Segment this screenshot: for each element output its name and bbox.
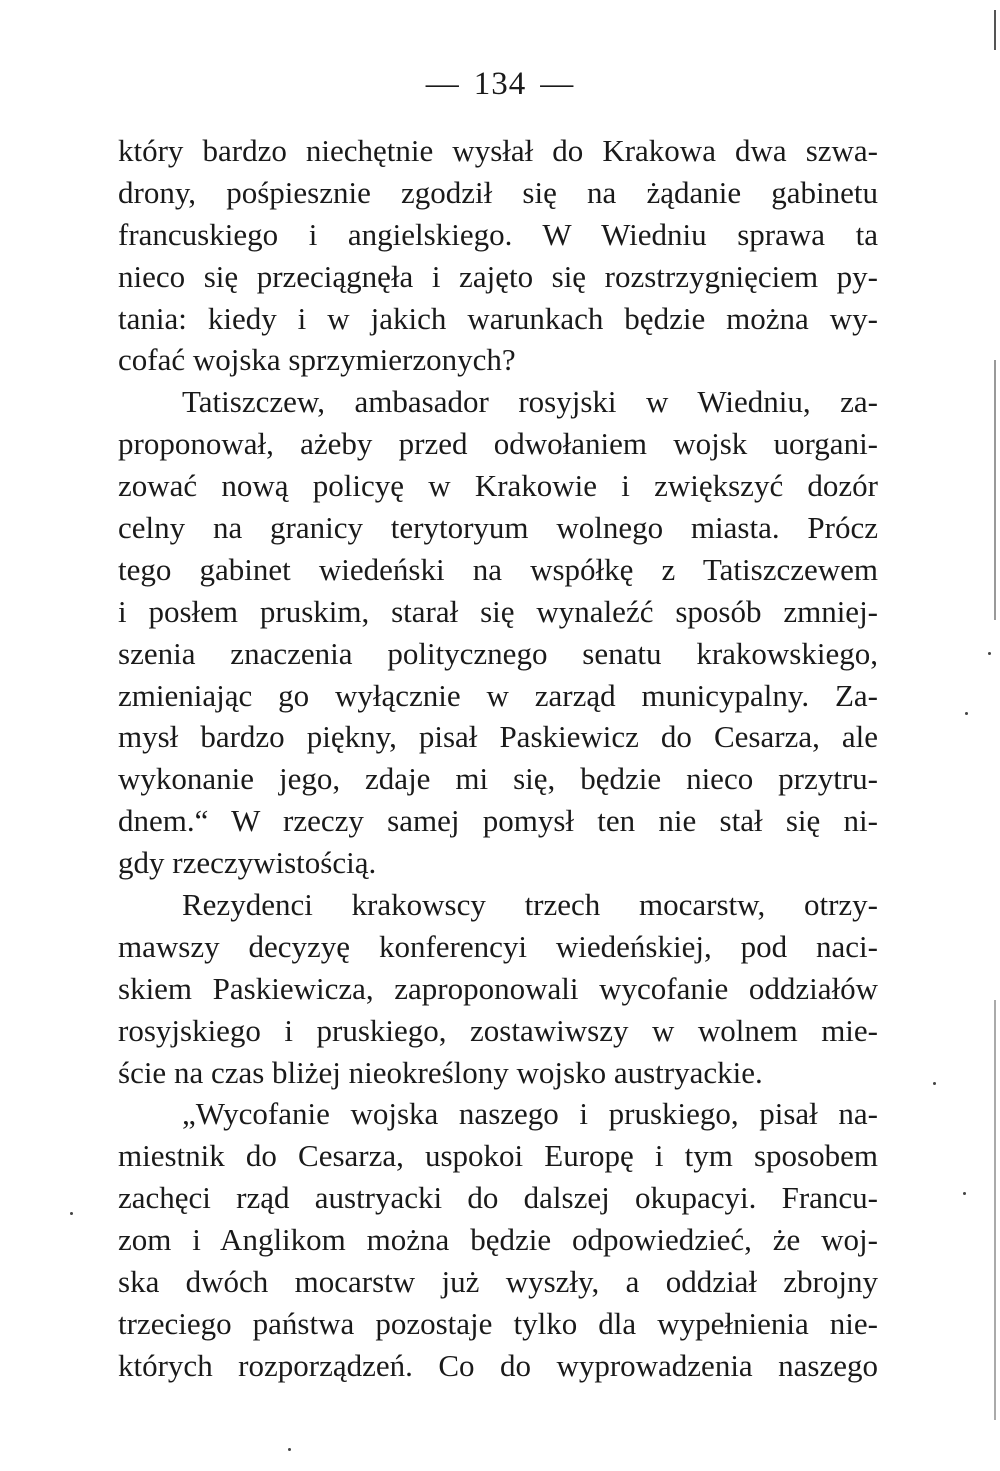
header-dash-right: — bbox=[540, 66, 575, 102]
text-line: zować nową policyę w Krakowie i zwiększyć dozór bbox=[118, 468, 878, 504]
text-line: wykonanie jego, zdaje mi się, będzie nieco przytru- bbox=[118, 761, 878, 797]
text-line: mysł bardzo piękny, pisał Paskiewicz do Cesarza, ale bbox=[118, 719, 878, 755]
text-line: i posłem pruskim, starał się wynaleźć sposób zmniej- bbox=[118, 593, 878, 629]
text-line: zom i Anglikom można będzie odpowiedzieć, że woj- bbox=[118, 1222, 878, 1258]
text-line: których rozporządzeń. Co do wyprowadzenia naszego bbox=[118, 1347, 878, 1383]
header-dash-left: — bbox=[425, 66, 460, 102]
scan-edge-mark bbox=[994, 10, 996, 50]
text-line: zmieniając go wyłącznie w zarząd municypalny. Za- bbox=[118, 677, 878, 713]
scan-edge-mark bbox=[994, 360, 996, 620]
text-line: ście na czas bliżej nieokreślony wojsko austryackie. bbox=[118, 1054, 763, 1090]
text-line: Tatiszczew, ambasador rosyjski w Wiedniu, za- bbox=[182, 384, 878, 420]
text-line: francuskiego i angielskiego. W Wiedniu sprawa ta bbox=[118, 216, 878, 252]
page-header bbox=[0, 66, 1000, 103]
text-line: gdy rzeczywistością. bbox=[118, 845, 377, 881]
text-line: szenia znaczenia politycznego senatu krakowskiego, bbox=[118, 635, 878, 671]
scan-speck bbox=[933, 1082, 936, 1085]
text-line: Rezydenci krakowscy trzech mocarstw, otrzy- bbox=[182, 887, 878, 923]
text-line: drony, pośpiesznie zgodził się na żądanie gabinetu bbox=[118, 174, 878, 210]
text-line: „Wycofanie wojska naszego i pruskiego, pisał na- bbox=[182, 1096, 878, 1132]
scan-speck bbox=[988, 652, 991, 655]
text-line: ska dwóch mocarstw już wyszły, a oddział zbrojny bbox=[118, 1264, 878, 1300]
text-line: zachęci rząd austryacki do dalszej okupacyi. Francu- bbox=[118, 1180, 878, 1216]
scan-edge-mark bbox=[994, 1000, 996, 1420]
scan-speck bbox=[70, 1212, 73, 1215]
text-line: dnem.“ W rzeczy samej pomysł ten nie stał się ni- bbox=[118, 803, 878, 839]
scan-speck bbox=[963, 1192, 966, 1195]
text-line: tego gabinet wiedeński na współkę z Tatiszczewem bbox=[118, 551, 878, 587]
scan-speck bbox=[288, 1448, 291, 1451]
text-line: cofać wojska sprzymierzonych? bbox=[118, 342, 516, 378]
text-line: miestnik do Cesarza, uspokoi Europę i tym sposobem bbox=[118, 1138, 878, 1174]
body-text bbox=[118, 130, 878, 1387]
text-line: rosyjskiego i pruskiego, zostawiwszy w wolnem mie- bbox=[118, 1012, 878, 1048]
text-line: nieco się przeciągnęła i zajęto się rozstrzygnięciem py- bbox=[118, 258, 878, 294]
text-line: proponował, ażeby przed odwołaniem wojsk uorgani- bbox=[118, 426, 878, 462]
text-line: celny na granicy terytoryum wolnego miasta. Prócz bbox=[118, 510, 878, 546]
text-line: tania: kiedy i w jakich warunkach będzie można wy- bbox=[118, 300, 878, 336]
text-line: trzeciego państwa pozostaje tylko dla wypełnienia nie- bbox=[118, 1305, 878, 1341]
text-line: który bardzo niechętnie wysłał do Krakowa dwa szwa- bbox=[118, 133, 878, 168]
page-number: 134 bbox=[473, 66, 527, 102]
text-line: skiem Paskiewicza, zaproponowali wycofanie oddziałów bbox=[118, 970, 878, 1006]
text-line: mawszy decyzyę konferencyi wiedeńskiej, pod naci- bbox=[118, 928, 878, 964]
scan-speck bbox=[965, 712, 968, 715]
